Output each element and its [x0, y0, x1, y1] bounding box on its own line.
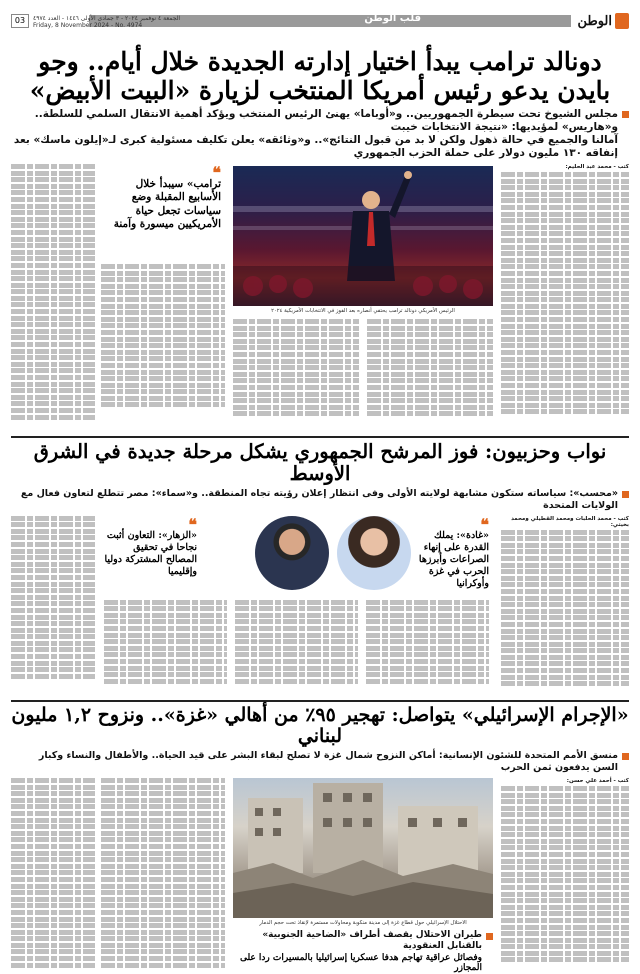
second-quote-left: [101, 514, 197, 579]
gaza-photo-illustration: [233, 778, 493, 918]
newspaper-page: [11, 12, 629, 973]
lead-left-text-1: [101, 264, 225, 424]
third-left-text-2: [11, 778, 95, 974]
second-column-right: [501, 516, 629, 690]
second-byline: كتب - محمد الحلبات ومحمد القطيلي ومحمد بخيتي:: [511, 515, 629, 528]
lead-photo-caption: الرئيس الأمريكي دونالد ترامب يحتفي أنصاره بعد الفوز في الانتخابات الأمريكية ٢٠٢٤: [271, 308, 455, 314]
zahar-portrait: [255, 516, 329, 590]
trump-photo-illustration: [233, 166, 493, 306]
third-article: [11, 778, 629, 974]
newspaper-logo: [577, 13, 629, 29]
ghada-portrait: [337, 516, 411, 590]
third-headline: «الإجرام الإسرائيلي» يتواصل: تهجير ٩٥٪ من أهالي «غزة».. ونزوح ١,٢ مليون لبناني: [11, 703, 629, 748]
third-body-text: [501, 786, 629, 962]
masthead: [11, 12, 629, 34]
square-bullet-icon: [486, 933, 493, 940]
third-sub-2-line-1: طيران الاحتلال يقصف أطراف «الضاحية الجنوبية» بالقنابل العنقودية: [262, 930, 482, 952]
lead-article: [11, 164, 629, 426]
lead-sub-text-1: مجلس الشيوخ تحت سيطرة الجمهوريين.. و«أوباما» يهنئ الرئيس المنتخب ويؤكد أهمية الانتقال السلمي للسلطة.. و«هاريس» لمؤيديها: «نتيجة الانتخابات خيبت: [34, 107, 618, 133]
third-sub-2: [233, 930, 493, 973]
page-number: 03: [11, 14, 29, 28]
third-sub-text: منسق الأمم المتحدة للشئون الإنسانية: أماكن النزوح شمال غزة لا تصلح لبقاء البشر على قيد الحياة.. والأطفال والنساء وكبار السن يدفعون ثمن الحرب: [38, 750, 618, 774]
third-sub-2-line-2: وفصائل عراقية تهاجم هدفا عسكريا إسرائيليا بالمسيرات ردا على المجازر: [239, 952, 482, 973]
second-article: [11, 516, 629, 690]
second-left-text: [11, 516, 95, 690]
quote-mark-icon: ❝: [480, 514, 489, 534]
third-photo-caption: الاحتلال الإسرائيلي حول قطاع غزة إلى مدينة منكوبة ومحاولات مستمرة لإنقاذ تحت حجم الدمار: [259, 920, 467, 927]
square-bullet-icon: [622, 491, 629, 498]
quote-mark-icon: ❝: [212, 163, 221, 182]
quote-mark-icon: ❝: [188, 514, 197, 534]
logo-mark-icon: [615, 13, 629, 29]
logo-text: الوطن: [577, 13, 612, 29]
lead-headline-line-1: دونالد ترامب يبدأ اختيار إدارته الجديدة خلال أيام.. وجو: [38, 47, 602, 76]
square-bullet-icon: [622, 753, 629, 760]
date-arabic: الجمعة ٤ نوفمبر ٢٠٢٤ - ٣ جمادى الأولى ١٤٤٦ - العدد ٤٩٧٤: [33, 15, 181, 22]
third-column-right: [501, 778, 629, 974]
lead-pull-quote: [101, 163, 221, 232]
second-headline: نواب وحزبيون: فوز المرشح الجمهوري يشكل مرحلة جديدة في الشرق الأوسط: [33, 440, 607, 486]
lead-headline-line-2: بايدن يدعو رئيس أمريكا المنتخب لزيارة «البيت الأبيض»: [29, 75, 611, 105]
section-divider: [11, 436, 629, 438]
second-quote-left-text: «الزهار»: التعاون أثبت نجاحا في تحقيق المصالح المشتركة دوليا وإقليميا: [104, 529, 197, 578]
lead-column-right: [501, 164, 629, 426]
lead-subheadline-2: [11, 134, 629, 160]
square-bullet-icon: [622, 111, 629, 118]
second-middle-text: [104, 600, 489, 688]
third-byline: كتب - أحمد علي حسن:: [566, 778, 629, 785]
section-label: قلب الوطن: [364, 13, 421, 24]
second-quote-right: [415, 514, 489, 591]
lead-middle-text-1: [367, 319, 493, 424]
lead-byline: كتب - محمد عبد الحليم:: [565, 164, 629, 170]
second-quote-right-text: «غادة»: يملك القدرة على إنهاء الصراعات وأبرزها الحرب في غزة وأوكرانيا: [418, 529, 489, 590]
trump-photo: [233, 166, 493, 306]
lead-subheadline: [11, 108, 629, 134]
date-line: [33, 15, 180, 29]
lead-middle-text-2: [233, 319, 359, 424]
gaza-destruction-photo: [233, 778, 493, 918]
lead-left-text-2: [11, 164, 95, 426]
lead-body-text: [501, 172, 629, 414]
section-divider: [11, 700, 629, 702]
second-body-text: [501, 530, 629, 687]
lead-quote-text: ترامب» سيبدأ خلال الأسابيع المقبلة وضع سياسات تجعل حياة الأمريكيين ميسورة وآمنة: [113, 178, 221, 231]
third-subheadline: [11, 750, 629, 774]
lead-sub-text-2: آمالنا والجميع في حالة ذهول ولكن لا بد من قبول النتائج».. و«وثائقه» يعلن تكليف مسئولية كبرى لـ«إيلون ماسك» بعد إنفاقه ١٣٠ مليون دولار على حملة الحزب الجمهوري: [13, 133, 618, 159]
second-subheadline: [11, 488, 629, 512]
second-sub-text: «محسب»: سياساته ستكون مشابهة لولايته الأولى وفى انتظار إعلان رؤيته تجاه المنطقة.. و«سماء»: مصر تتطلع لتعاون فعال مع الولايات المتحدة: [20, 487, 618, 511]
third-left-text-1: [101, 778, 225, 974]
date-english: Friday, 8 November 2024 - No. 4974: [33, 22, 143, 29]
